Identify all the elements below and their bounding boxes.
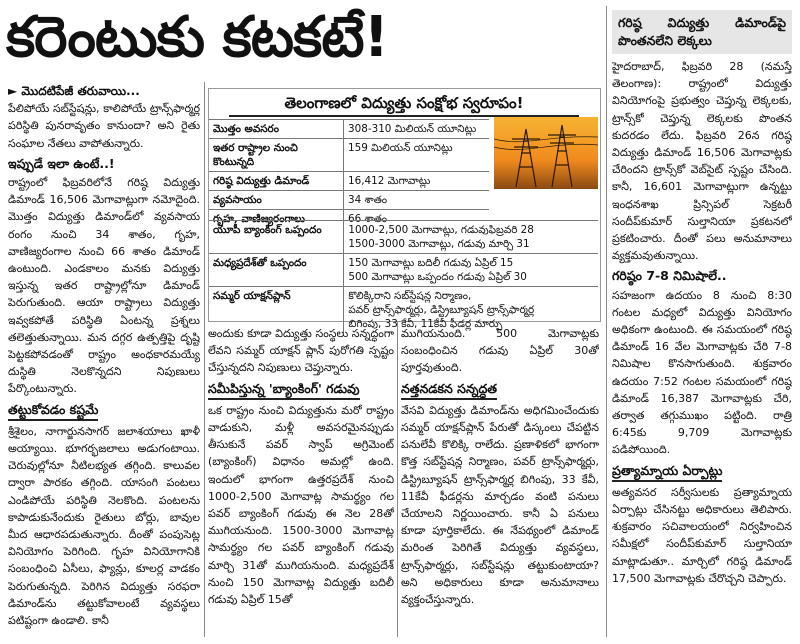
column-divider xyxy=(204,82,205,637)
article-column-3 xyxy=(401,325,599,637)
row-value xyxy=(344,254,598,287)
paragraph: ఒక రాష్ట్రం నుంచి విద్యుత్తును మరో రాష్ట్రం వాడుకుని, మళ్లీ అవసరమైనప్పుడు తీసుకునే పవర్ స్వాప్ అగ్రిమెంట్ (బ్యాంకింగ్) విధానం అమల్లో ఉంది. ఇందులో భాగంగా ఉత్తరప్రదేశ్ నుంచి 1000-2,500 మెగావాట్ల సామర్థ్యం గల పవర్ బ్యాంకింగ్ గడువు ఈ నెల 28తో ముగియనుంది. 1500-3000 మెగావాట్ల సామర్థ్యం గల పవర్ బ్యాంకింగ్ గడువు మార్చి 31తో ముగియనుంది. మధ్యప్రదేశ్ నుంచి 150 మెగావాట్ల విద్యుత్తు బదిలీ గడువు ఏప్రిల్ 15తో xyxy=(208,403,394,607)
column-divider xyxy=(397,322,398,637)
row-value-line: 150 మెగావాట్లు బదిలీ గడువు ఏప్రిల్ 15 xyxy=(348,257,514,269)
row-value: 308-310 మిలియన్ యూనిట్లు xyxy=(344,120,490,139)
row-value-line: 500 మెగావాట్లు ఒప్పందం గడువు ఏప్రిల్ 30 xyxy=(348,271,527,283)
row-key: మధ్యప్రదేశ్‌తో ఒప్పందం xyxy=(209,254,344,287)
row-value-line: కొలిక్కిరాని సబ్‌స్టేషన్ల నిర్మాణం, xyxy=(348,290,472,302)
row-value xyxy=(344,221,598,254)
row-value: 159 మిలియన్ యూనిట్లు xyxy=(344,139,490,172)
section-subhead: తట్టుకోవడం కష్టమే xyxy=(8,401,98,421)
continued-from-kicker: ► మొదటిపేజీ తరువాయి... xyxy=(8,84,140,98)
table-title: తెలంగాణలో విద్యుత్తు సంక్షోభ స్వరూపం! xyxy=(229,91,579,117)
paragraph: హైదరాబాద్, ఫిబ్రవరి 28 (నమస్తే తెలంగాణ): రాష్ట్రంలో విద్యుత్తు వినియోగంపై ప్రభుత్వం చెప్తున్న లెక్కలకు, ట్రాన్స్‌కో చెప్తున్న లెక్కలకు పొంతన కుదరడం లేదు. ఫిబ్రవరి 26న గరిష్ఠ విద్యుత్తు డిమాండ్ 16,506 మెగావాట్లకు చేరిందని ట్రాన్స్‌కో వెబ్‌సైట్ స్పష్టం చేసింది. కానీ, 16,601 మెగావాట్లుగా ఉన్నట్టు ఇంధనశాఖ ప్రిన్సిపల్ సెక్రటరీ సందీప్‌కుమార్ సుల్తానియా ప్రకటనలో ప్రకటించారు. దీంతో పలు అనుమానాలు వ్యక్తమవుతున్నాయి. xyxy=(612,60,792,263)
section-subhead: ప్రత్యామ్నాయ ఏర్పాట్లు xyxy=(612,462,722,482)
row-value-line: 1000-2,500 మెగావాట్లు, గడువుఫిబ్రవరి 28 xyxy=(348,224,534,236)
table-row xyxy=(209,221,598,254)
table-row xyxy=(209,254,598,287)
section-subhead: గరిష్ఠం 7-8 నిమిషాలే.. xyxy=(612,268,727,284)
sidebar-headline: గరిష్ఠ విద్యుత్తు డిమాండ్‌పై పొంతనలేని లెక్కలు xyxy=(612,10,792,54)
row-value-line: పవర్ ట్రాన్స్‌ఫార్మర్లు, డిస్ట్రిబ్యూషన్ ట్రాన్స్‌ఫార్మర్ల xyxy=(348,304,535,316)
section-subhead: నత్తనడకన సన్నద్ధత xyxy=(401,380,497,400)
paragraph: వేసవి విద్యుత్తు డిమాండ్‌ను అధిగమించేందుకు సమ్మర్ యాక్షన్‌ప్లాన్ పేరుతో డిస్కంలు చేపట్టిన పనులేవీ కొలిక్కి రాలేదు. ప్రణాళికలో భాగంగా కొత్త సబ్‌స్టేషన్ల నిర్మాణం, పవర్ ట్రాన్స్‌ఫార్మర్లు, డిస్ట్రిబ్యూషన్ ట్రాన్స్‌ఫార్మర్ల బిగింపు, 33 కేవీ, 11కేవీ ఫీడర్లను మార్చడం వంటి పనులు చేయాలని నిర్ణయించారు. కానీ ఏ పనులు కూడా పూర్తికాలేదు. ఈ నేపథ్యంలో డిమాండ్ మరింత పెరిగితే విద్యుత్తు వ్యవస్థలు, ట్రాన్స్‌ఫార్మర్లు, సబ్‌స్టేషన్లు తట్టుకుంటాయా? అని అధికారులు కూడా అనుమానాలు వ్యక్తంచేస్తున్నారు. xyxy=(401,403,599,607)
row-value: 34 శాతం xyxy=(344,191,490,210)
column-divider xyxy=(606,6,607,637)
table-row xyxy=(209,120,489,139)
article-column-2 xyxy=(208,325,394,637)
section-subhead: ఇప్పుడే ఇలా ఉంటే..! xyxy=(8,155,115,171)
row-key: యూపీ బ్యాంకింగ్ ఒప్పందం xyxy=(209,221,344,254)
row-key: ఇతర రాష్ట్రాల నుంచి కొంటున్నది xyxy=(209,139,344,172)
paragraph: శ్రీశైలం, నాగార్జునసాగర్ జలాశయాలు ఖాళీ అయ్యాయి. భూగర్భజలాలు అడుగంటాయి. చెరువుల్లోనూ నీటిలభ్యత తగ్గింది. కాలువల ద్వారా పారకం తగ్గింది. యాసంగి పంటలు ఎండిపోయే పరిస్థితి నెలకొంది. పంటలను కాపాడుకునేందుకు రైతులు బోర్లు, బావుల మీద ఆధారపడుతున్నారు. దీంతో పంపుసెట్ల వినియోగం పెరిగింది. గృహ వినియోగానికి సంబంధించి ఏసీలు, ఫ్యాన్లు, కూలర్ల వాడకం పెరుగుతున్నది. పెరిగిన విద్యుత్తు సరఫరా డిమాండ్‌ను తట్టుకోవాలంటే వ్యవస్థలు పటిష్టంగా ఉండాలి. కానీ xyxy=(8,424,200,628)
paragraph: అత్యవసర సర్వీసులకు ప్రత్యామ్నాయ ఏర్పాట్లు చేసినట్టు అధికారులు తెలిపారు. శుక్రవారం సచివాలయంలో నిర్వహించిన సమీక్షలో సందీప్‌కుమార్ సుల్తానియా మాట్లాడుతూ.. మార్చిలో గరిష్ఠ డిమాండ్ 17,500 మెగావాట్లకు చేరొచ్చని చెప్పారు. xyxy=(612,485,792,585)
section-subhead: సమీపిస్తున్న 'బ్యాంకింగ్' గడువు xyxy=(208,380,360,400)
row-value: 16,412 మెగావాట్లు xyxy=(344,172,490,191)
paragraph: ముగియనుంది. 500 మెగావాట్లకు సంబంధించిన గడువు ఏప్రిల్ 30తో పూర్తవుతుంది. xyxy=(401,327,599,375)
row-value: 66 శాతం xyxy=(344,210,490,229)
row-value-line: 1500-3000 మెగావాట్లు, గడువు మార్చి 31 xyxy=(348,238,530,250)
row-key: గరిష్ఠ విద్యుత్తు డిమాండ్ xyxy=(209,172,344,191)
article-column-1 xyxy=(8,80,200,640)
power-crisis-table-continued xyxy=(209,220,598,333)
row-key: సమ్మర్ యాక్షన్‌ప్లాన్ xyxy=(209,287,344,334)
row-key: మొత్తం అవసరం xyxy=(209,120,344,139)
paragraph: రాష్ట్రంలో ఫిబ్రవరిలోనే గరిష్ఠ విద్యుత్తు డిమాండ్ 16,506 మెగావాట్లుగా నమోదైంది. మొత్తం విద్యుత్తు డిమాండ్‌లో వ్యవసాయ రంగం నుంచి 34 శాతం, గృహ, వాణిజ్యరంగాల నుంచి 66 శాతం డిమాండ్ ఉంటుంది. ఎండకాలం మనకు విద్యుత్తు ఇస్తున్న ఇతర రాష్ట్రాల్లోనూ డిమాండ్ పెరుగుతుంది. ఆయా రాష్ట్రాలు విద్యుత్తు ఇవ్వకపోతే పరిస్థితి ఏంటన్న ప్రశ్నలు తలెత్తుతున్నాయి. మన దగ్గర ఉత్పత్తిపై దృష్టి పెట్టకపోవడంతో రాష్ట్రం అంధకారమయ్యే దుస్థితి నెలకొన్నదని నిపుణులు పేర్కొంటున్నారు. xyxy=(8,176,200,396)
sidebar-story xyxy=(612,10,792,636)
transmission-tower-icon xyxy=(494,117,598,189)
row-key: గృహ, వాణిజ్యరంగాలు xyxy=(209,210,344,229)
row-value-line: బిగింపు, 33 కేవీ, 11కేవీ ఫీడర్ల మార్పు xyxy=(348,318,503,330)
headline: కరెంటుకు కటకటే! xyxy=(6,5,389,70)
row-key: వ్యవసాయం xyxy=(209,191,344,210)
table-row xyxy=(209,172,489,191)
power-tower-photo xyxy=(494,117,598,189)
power-crisis-table xyxy=(209,119,489,228)
paragraph: పేలిపోయే సబ్‌స్టేషన్లు, కాలిపోయే ట్రాన్స్‌ఫార్మర్ల పరిస్థితి పునరావృతం కానుందా? అని రైతు సంఘాల నేతలు వాపోతున్నారు. xyxy=(8,102,200,150)
power-crisis-table-box xyxy=(208,88,601,330)
table-row xyxy=(209,191,489,210)
paragraph: సహజంగా ఉదయం 8 నుంచి 8:30 గంటల మధ్యలో విద్యుత్తు వినియోగం అధికంగా ఉంటుంది. ఈ సమయంలో గరిష్ఠ డిమాండ్ 16 వేల మెగావాట్లకు చేరి 7-8 నిమిషాల కొనసాగుతుంది. శుక్రవారం ఉదయం 7:52 గంటల సమయంలో గరిష్ఠ డిమాండ్ 16,387 మెగావాట్లకు చేరి, తర్వాత తగ్గుముఖం పట్టింది. రాత్రి 6:45కు 9,709 మెగావాట్లకు పడిపోయింది. xyxy=(612,288,792,457)
paragraph: అందుకు కూడా విద్యుత్తు సంస్థలు సన్నద్ధంగా లేవని సమ్మర్ యాక్షన్ ప్లాన్ పురోగతి స్పష్టం చేస్తున్నదని నిపుణులు చెప్తున్నారు. xyxy=(208,327,394,375)
table-row xyxy=(209,139,489,172)
